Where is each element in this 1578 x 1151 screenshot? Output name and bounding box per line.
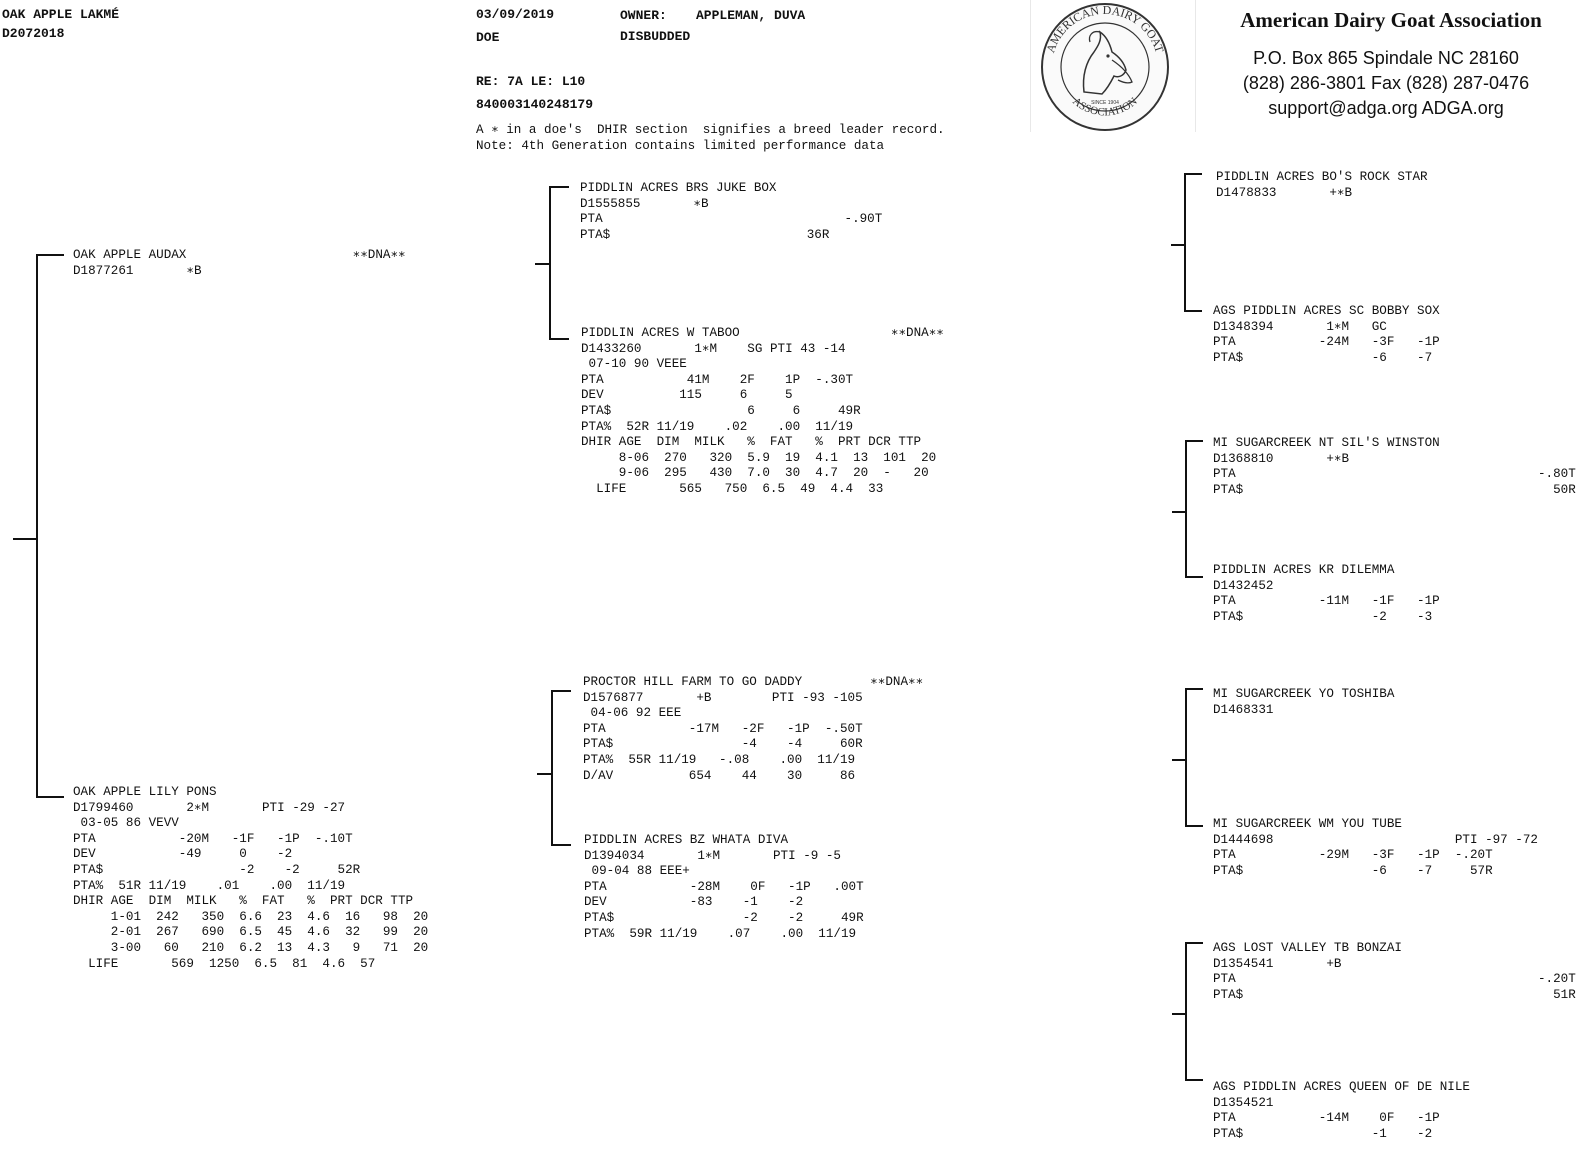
note-4th-generation: Note: 4th Generation contains limited performance data	[476, 139, 885, 153]
sire-dam-line: LIFE 565 750 6.5 49 4.4 33	[581, 482, 884, 496]
dam-line: PTA -20M -1F -1P -.10T	[73, 831, 353, 846]
gen3-line: D1478833 +∗B	[1216, 185, 1353, 200]
dam-line: D1799460 2∗M PTI -29 -27	[73, 800, 346, 815]
owner-label: OWNER:	[620, 8, 667, 23]
dam-line: PTA$ -2 -2 52R	[73, 863, 361, 877]
dam-line: 2-01 267 690 6.5 45 4.6 32 99 20	[73, 925, 429, 940]
sire-sire-name: PIDDLIN ACRES BRS JUKE BOX	[580, 181, 777, 195]
gen3-line: PTA$ -6 -7	[1213, 350, 1433, 365]
dam-dam-line: PTA -28M 0F -1P .00T	[584, 879, 864, 894]
dam-dam-line: DEV -83 -1 -2	[584, 895, 804, 910]
sire-name: OAK APPLE AUDAX ∗∗DNA∗∗	[73, 248, 406, 262]
gen3-line: PTA$ -6 -7 57R	[1213, 863, 1493, 878]
dam-name: OAK APPLE LILY PONS	[73, 785, 217, 799]
gen3-name: MI SUGARCREEK YO TOSHIBA	[1213, 687, 1395, 701]
tattoo: RE: 7A LE: L10	[476, 74, 586, 89]
gen3-name: MI SUGARCREEK WM YOU TUBE	[1213, 817, 1402, 831]
dam-line: 03-05 86 VEVV	[73, 816, 179, 831]
sire-sire-line: D1555855 ∗B	[580, 196, 709, 211]
gen3-line: D1368810 +∗B	[1213, 451, 1350, 466]
gen3-line: PTA -.80T	[1213, 467, 1576, 482]
dam-line: PTA% 51R 11/19 .01 .00 11/19	[73, 878, 346, 893]
dam-dam-line: D1394034 1∗M PTI -9 -5	[584, 848, 841, 863]
gen3-line: PTA -14M 0F -1P	[1213, 1111, 1440, 1126]
gen3-connector	[1171, 244, 1185, 246]
gen3-bracket	[1185, 942, 1203, 1081]
gen3-line: PTA -24M -3F -1P	[1213, 335, 1440, 350]
dam-sire-line: D1576877 +B PTI -93 -105	[583, 690, 863, 705]
sire-dam-line: PTA% 52R 11/19 .02 .00 11/19	[581, 419, 854, 434]
sire-sire-line: PTA -.90T	[580, 212, 883, 227]
association-title: American Dairy Goat Association	[1240, 8, 1542, 32]
gen3-line: D1444698 PTI -97 -72	[1213, 832, 1538, 847]
gen3-bracket	[1184, 173, 1202, 312]
dam-dam-line: 09-04 88 EEE+	[584, 864, 690, 879]
tag-id: 840003140248179	[476, 97, 594, 112]
gen3-bracket	[1185, 440, 1203, 578]
gen3-line: D1432452	[1213, 578, 1274, 593]
association-phones: (828) 286-3801 Fax (828) 287-0476	[1242, 73, 1530, 93]
sire-dam-line: D1433260 1∗M SG PTI 43 -14	[581, 341, 846, 356]
gen3-line: PTA -11M -1F -1P	[1213, 594, 1440, 609]
gen3-name: AGS PIDDLIN ACRES QUEEN OF DE NILE	[1213, 1080, 1470, 1094]
dam-line: 3-00 60 210 6.2 13 4.3 9 71 20	[73, 941, 429, 955]
dam-sire-name: PROCTOR HILL FARM TO GO DADDY ∗∗DNA∗∗	[583, 675, 924, 689]
adga-seal-logo	[1032, 0, 1178, 134]
sire-dam-line: DHIR AGE DIM MILK % FAT % PRT DCR TTP	[581, 435, 922, 450]
gen3-bracket	[1185, 688, 1203, 827]
seal-bottom-text: ASSOCIATION	[1070, 95, 1140, 119]
sire-dam-line: 8-06 270 320 5.9 19 4.1 13 101 20	[581, 450, 937, 465]
subject-connector	[13, 538, 37, 540]
sire-line: D1877261 ∗B	[73, 264, 202, 278]
sire-sire-line: PTA$ 36R	[580, 227, 830, 242]
gen3-name: PIDDLIN ACRES BO'S ROCK STAR	[1216, 170, 1428, 184]
gen3-connector	[1172, 511, 1186, 513]
gen3-line: PTA -.20T	[1213, 972, 1576, 987]
dam-dam-line: PTA% 59R 11/19 .07 .00 11/19	[584, 926, 857, 941]
dam-line: 1-01 242 350 6.6 23 4.6 16 98 20	[73, 909, 429, 924]
birth-date: 03/09/2019	[476, 7, 555, 22]
sire-dam-line: 9-06 295 430 7.0 30 4.7 20 - 20	[581, 466, 929, 481]
association-web: support@adga.org ADGA.org	[1268, 98, 1504, 118]
sire-dam-name: PIDDLIN ACRES W TABOO ∗∗DNA∗∗	[581, 326, 944, 340]
gen3-name: AGS LOST VALLEY TB BONZAI	[1213, 941, 1402, 955]
dam-connector	[537, 773, 552, 775]
gen3-line: PTA$ 51R	[1213, 987, 1576, 1002]
sire-dam-line: PTA 41M 2F 1P -.30T	[581, 372, 854, 387]
owner-name: APPLEMAN, DUVA	[696, 8, 806, 23]
gen1-bracket	[36, 254, 64, 798]
note-breed-leader: A ∗ in a doe's DHIR section signifies a breed leader record.	[476, 123, 945, 137]
seal-top-text: AMERICAN DAIRY GOAT	[1043, 2, 1167, 55]
horn-status: DISBUDDED	[620, 29, 691, 44]
gen3-line: D1354541 +B	[1213, 956, 1342, 971]
dam-sire-line: 04-06 92 EEE	[583, 706, 682, 721]
dam-parents-bracket	[551, 690, 571, 846]
gen3-line: PTA -29M -3F -1P -.20T	[1213, 848, 1493, 863]
gen3-name: PIDDLIN ACRES KR DILEMMA	[1213, 563, 1395, 577]
sire-dam-line: DEV 115 6 5	[581, 388, 793, 403]
gen3-line: D1348394 1∗M GC	[1213, 319, 1387, 334]
dam-sire-line: PTA -17M -2F -1P -.50T	[583, 721, 863, 736]
sire-dam-line: 07-10 90 VEEE	[581, 357, 687, 372]
sire-parents-bracket	[549, 186, 569, 340]
dam-sire-line: PTA$ -4 -4 60R	[583, 737, 863, 752]
dam-line: LIFE 569 1250 6.5 81 4.6 57	[73, 956, 376, 971]
gen3-line: PTA$ -1 -2	[1213, 1126, 1433, 1141]
sire-connector	[535, 263, 550, 265]
dam-dam-name: PIDDLIN ACRES BZ WHATA DIVA	[584, 833, 789, 847]
dam-sire-line: PTA% 55R 11/19 -.08 .00 11/19	[583, 753, 856, 767]
header-divider	[1030, 0, 1031, 132]
gen3-name: MI SUGARCREEK NT SIL'S WINSTON	[1213, 436, 1440, 450]
seal-since: SINCE 1904	[1091, 100, 1119, 106]
gen3-name: AGS PIDDLIN ACRES SC BOBBY SOX	[1213, 304, 1440, 318]
gen3-line: D1354521	[1213, 1095, 1274, 1110]
dam-sire-line: D/AV 654 44 30 86	[583, 768, 856, 783]
gen3-connector	[1172, 759, 1186, 761]
animal-reg-number: D2072018	[2, 26, 65, 41]
gen3-line: PTA$ 50R	[1213, 482, 1576, 497]
sex: DOE	[476, 30, 500, 45]
sire-dam-line: PTA$ 6 6 49R	[581, 404, 861, 418]
dam-line: DHIR AGE DIM MILK % FAT % PRT DCR TTP	[73, 894, 414, 909]
dam-line: DEV -49 0 -2	[73, 847, 293, 862]
gen3-line: PTA$ -2 -3	[1213, 609, 1433, 624]
association-address: P.O. Box 865 Spindale NC 28160	[1253, 48, 1519, 68]
header-divider	[1195, 0, 1196, 132]
gen3-line: D1468331	[1213, 702, 1274, 717]
animal-name: OAK APPLE LAKMÉ	[2, 7, 120, 22]
dam-dam-line: PTA$ -2 -2 49R	[584, 911, 864, 925]
gen3-connector	[1172, 1013, 1186, 1015]
